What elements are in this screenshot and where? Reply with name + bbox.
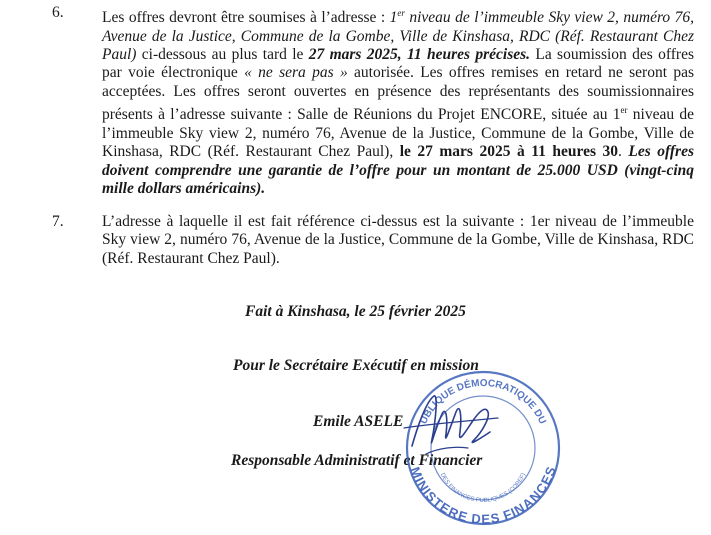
item-6-paragraph	[102, 4, 694, 198]
item-6-address-sup: er	[397, 8, 405, 18]
stamp-inner-text: DES FINANCES PUBLIQUES (COREF)	[438, 472, 528, 505]
place-date: Fait à Kinshasa, le 25 février 2025	[245, 303, 466, 320]
handwritten-signature	[398, 388, 508, 468]
item-6-sup: er	[620, 105, 628, 116]
item-6-text-5: niveau de l’immeuble Sky view 2, numéro 76, Avenue de la Justice, Commune de la Gombe, Ville de Kinshasa, RDC (Réf. Restaurant Chez Paul),	[102, 106, 694, 161]
svg-text:DES FINANCES PUBLIQUES (COREF)	[439, 472, 527, 504]
item-6-opening-time: le 27 mars 2025 à 11 heures 30	[399, 143, 618, 161]
signatory-role: Responsable Administratif et Financier	[231, 452, 483, 469]
signatory-name: Emile ASELE	[313, 413, 404, 430]
item-6-deadline: 27 mars 2025, 11 heures précises.	[308, 45, 531, 63]
item-6-text-1: Les offres devront être soumises à l’adresse :	[102, 9, 390, 27]
item-6-text-3: La soumission des offres par voie électronique	[102, 45, 694, 82]
item-6-quote: « ne sera pas »	[244, 64, 348, 82]
item-6-address: niveau de l’immeuble Sky view 2, numéro 76, Avenue de la Justice, Commune de la Gombe, Ville de Kinshasa, RDC (Réf. Restaurant Chez Paul)	[102, 9, 694, 63]
item-6-address-start: 1	[389, 9, 398, 27]
item-6-text-6: .	[617, 143, 629, 161]
item-6-number: 6.	[52, 4, 64, 21]
item-6-text-4: autorisée. Les offres remises en retard ne seront pas acceptées. Les offres seront ouvertes en présence des représentants des soumissionnaires présents à l’adresse suivante : Salle de Réunions du Projet ENCORE, située au 1	[102, 64, 694, 124]
stamp-top-text: UBLIQUE DÉMOCRATIQUE DU	[418, 377, 548, 426]
item-6-text-2: ci-dessous au plus tard le	[136, 45, 309, 63]
item-7-paragraph: L’adresse à laquelle il est fait référence ci-dessus est la suivante : 1er niveau de l’immeuble Sky view 2, numéro 76, Avenue de la Justice, Commune de la Gombe, Ville de Kinshasa, RDC (Réf. Restaurant Chez Paul).	[102, 213, 694, 267]
for-line: Pour le Secrétaire Exécutif en mission	[233, 357, 479, 374]
svg-text:MINISTERE DES FINANCES	[407, 465, 558, 527]
item-6-guarantee: Les offres doivent comprendre une garantie de l’offre pour un montant de 25.000 USD (vingt-cinq mille dollars américains).	[102, 143, 694, 197]
stamp-bottom-text: MINISTERE DES FINANCES	[407, 464, 559, 527]
item-7-number: 7.	[52, 213, 64, 230]
